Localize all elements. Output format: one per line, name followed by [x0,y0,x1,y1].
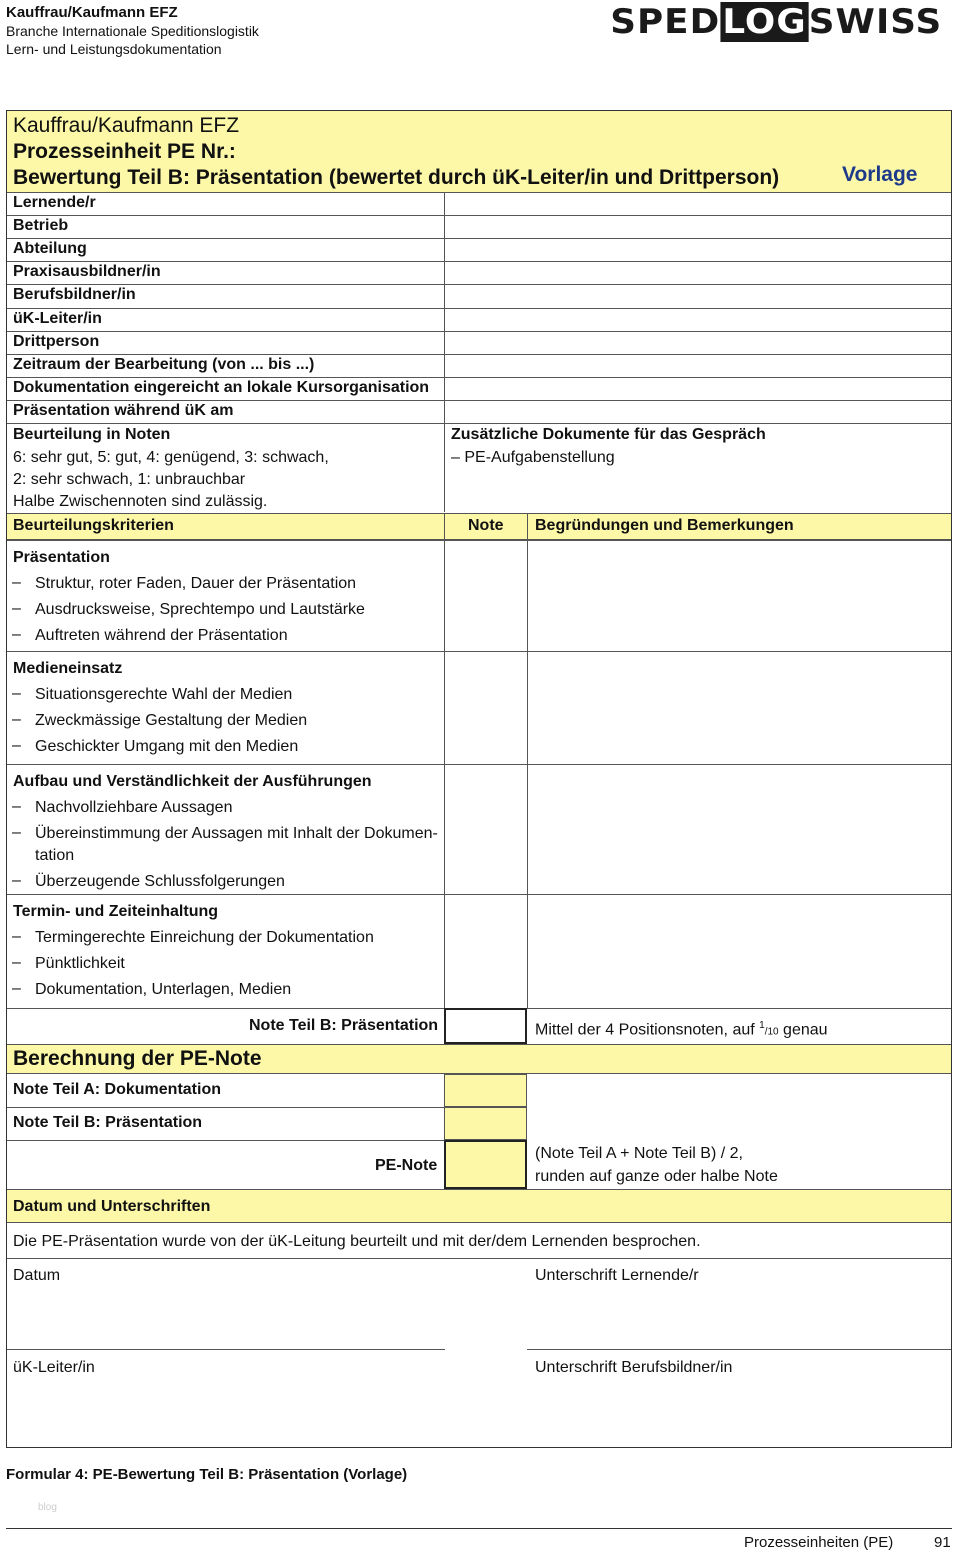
bullet-dash: – [12,600,21,617]
grading-title: Beurteilung in Noten [13,426,171,443]
signature-berufsbildner-label: Unterschrift Berufsbildner/in [535,1359,733,1376]
bullet-dash: – [12,626,21,643]
field-input[interactable] [445,331,950,353]
pe-note-input[interactable] [444,1140,527,1189]
spedlogswiss-logo [610,2,942,42]
logo-part-sped: SPED [609,2,721,42]
signature-title: Datum und Unterschriften [13,1198,211,1215]
bullet-dash: – [12,685,21,702]
criterion-item: Termingerechte Einreichung der Dokumentation [35,929,374,946]
field-label: Berufsbildner/in [13,286,136,303]
criterion-note-input[interactable] [445,765,526,893]
extra-docs-item: – PE-Aufgabenstellung [451,449,615,466]
criterion-title: Aufbau und Verständlichkeit der Ausführungen [13,773,372,790]
criterion-remarks-input[interactable] [528,652,950,763]
form-title-2: Prozesseinheit PE Nr.: [13,140,236,163]
note-a-label: Note Teil A: Dokumentation [13,1081,221,1098]
criterion-remarks-input[interactable] [528,541,950,650]
bullet-dash: – [12,737,21,754]
extra-docs-title: Zusätzliche Dokumente für das Gespräch [451,426,766,443]
criterion-item: Dokumentation, Unterlagen, Medien [35,981,292,998]
criterion-item: Überzeugende Schlussfolgerungen [35,873,285,890]
bullet-dash: – [12,872,21,889]
criterion-item: Situationsgerechte Wahl der Medien [35,686,293,703]
criterion-note-input[interactable] [445,895,526,1007]
uk-leiter-label: üK-Leiter/in [13,1359,95,1376]
datum-signature-line[interactable] [7,1349,445,1350]
note-a-value[interactable] [444,1074,527,1107]
field-input[interactable] [445,400,950,422]
vorlage-badge: Vorlage [842,163,918,186]
criterion-title: Medieneinsatz [13,660,123,677]
note-b-row-label: Note Teil B: Präsentation [249,1017,439,1034]
note-col-label: Note [468,517,504,534]
pe-note-label: PE-Note [375,1157,438,1174]
form-title-3: Bewertung Teil B: Präsentation (bewertet durch üK-Leiter/in und Drittperson) [13,166,780,189]
note-b-input[interactable] [444,1008,527,1044]
bullet-dash: – [12,574,21,591]
criterion-note-input[interactable] [445,541,526,650]
footer-section: Prozesseinheiten (PE) [744,1534,894,1551]
field-label: Drittperson [13,333,100,350]
signature-statement: Die PE-Präsentation wurde von der üK-Leitung beurteilt und mit der/dem Lernenden besprochen. [13,1233,701,1250]
field-label: Lernende/r [13,194,96,211]
field-label: Betrieb [13,217,69,234]
criterion-item: Auftreten während der Präsentation [35,627,288,644]
bullet-dash: – [12,798,21,815]
note-b-value[interactable] [444,1107,527,1140]
criterion-item: Geschickter Umgang mit den Medien [35,738,299,755]
form-title-1: Kauffrau/Kaufmann EFZ [13,114,240,137]
bullet-dash: – [12,711,21,728]
field-input[interactable] [445,308,950,330]
criterion-item: Übereinstimmung der Aussagen mit Inhalt der Dokumen- [35,825,438,842]
bullet-dash: – [12,980,21,997]
field-input[interactable] [445,284,950,306]
note-b-label: Note Teil B: Präsentation [13,1114,203,1131]
field-input[interactable] [445,192,950,214]
grading-scale-3: Halbe Zwischennoten sind zulässig. [13,493,268,510]
lernende-signature-line[interactable] [527,1349,951,1350]
bullet-dash: – [12,954,21,971]
pe-note-hint-2: runden auf ganze oder halbe Note [535,1168,778,1185]
criteria-col-label: Beurteilungskriterien [13,517,174,534]
calc-title: Berechnung der PE-Note [13,1047,262,1070]
criterion-note-input[interactable] [445,652,526,763]
field-input[interactable] [445,354,950,376]
field-label: Dokumentation eingereicht an lokale Kursorganisation [13,379,430,396]
criterion-item: Zweckmässige Gestaltung der Medien [35,712,308,729]
field-input[interactable] [445,261,950,283]
note-b-hint: Mittel der 4 Positionsnoten, auf $^1$/10 genau [535,1020,828,1039]
field-input[interactable] [445,377,950,399]
field-input[interactable] [445,238,950,260]
signature-lernende-label: Unterschrift Lernende/r [535,1267,699,1284]
logo-part-log: LOG [720,2,808,42]
footer-page-number: 91 [934,1534,951,1551]
form-caption: Formular 4: PE-Bewertung Teil B: Präsentation (Vorlage) [6,1466,408,1483]
field-label: Praxisausbildner/in [13,263,161,280]
field-input[interactable] [445,215,950,237]
field-label: Abteilung [13,240,87,257]
criterion-item: Ausdrucksweise, Sprechtempo und Lautstärke [35,601,365,618]
criterion-item: Struktur, roter Faden, Dauer der Präsentation [35,575,357,592]
bullet-dash: – [12,928,21,945]
field-label: Präsentation während üK am [13,402,234,419]
criterion-item: Pünktlichkeit [35,955,125,972]
datum-label: Datum [13,1267,61,1284]
criterion-item: tation [35,847,75,864]
criterion-remarks-input[interactable] [528,895,950,1007]
watermark: blog [38,1502,57,1513]
field-label: Zeitraum der Bearbeitung (von ... bis ...) [13,356,315,373]
grading-scale-1: 6: sehr gut, 5: gut, 4: genügend, 3: schwach, [13,449,329,466]
document-header [6,4,259,58]
pe-note-hint-1: (Note Teil A + Note Teil B) / 2, [535,1145,743,1162]
header-line-2: Branche Internationale Speditionslogistik [6,23,259,39]
criterion-remarks-input[interactable] [528,765,950,893]
logo-part-swiss: SWISS [808,2,942,42]
criterion-title: Termin- und Zeiteinhaltung [13,903,219,920]
header-line-3: Lern- und Leistungsdokumentation [6,41,222,57]
header-line-1: Kauffrau/Kaufmann EFZ [6,4,178,21]
bullet-dash: – [12,824,21,841]
criterion-title: Präsentation [13,549,110,566]
grading-scale-2: 2: sehr schwach, 1: unbrauchbar [13,471,246,488]
criterion-item: Nachvollziehbare Aussagen [35,799,233,816]
remarks-col-label: Begründungen und Bemerkungen [535,517,794,534]
field-label: üK-Leiter/in [13,310,102,327]
